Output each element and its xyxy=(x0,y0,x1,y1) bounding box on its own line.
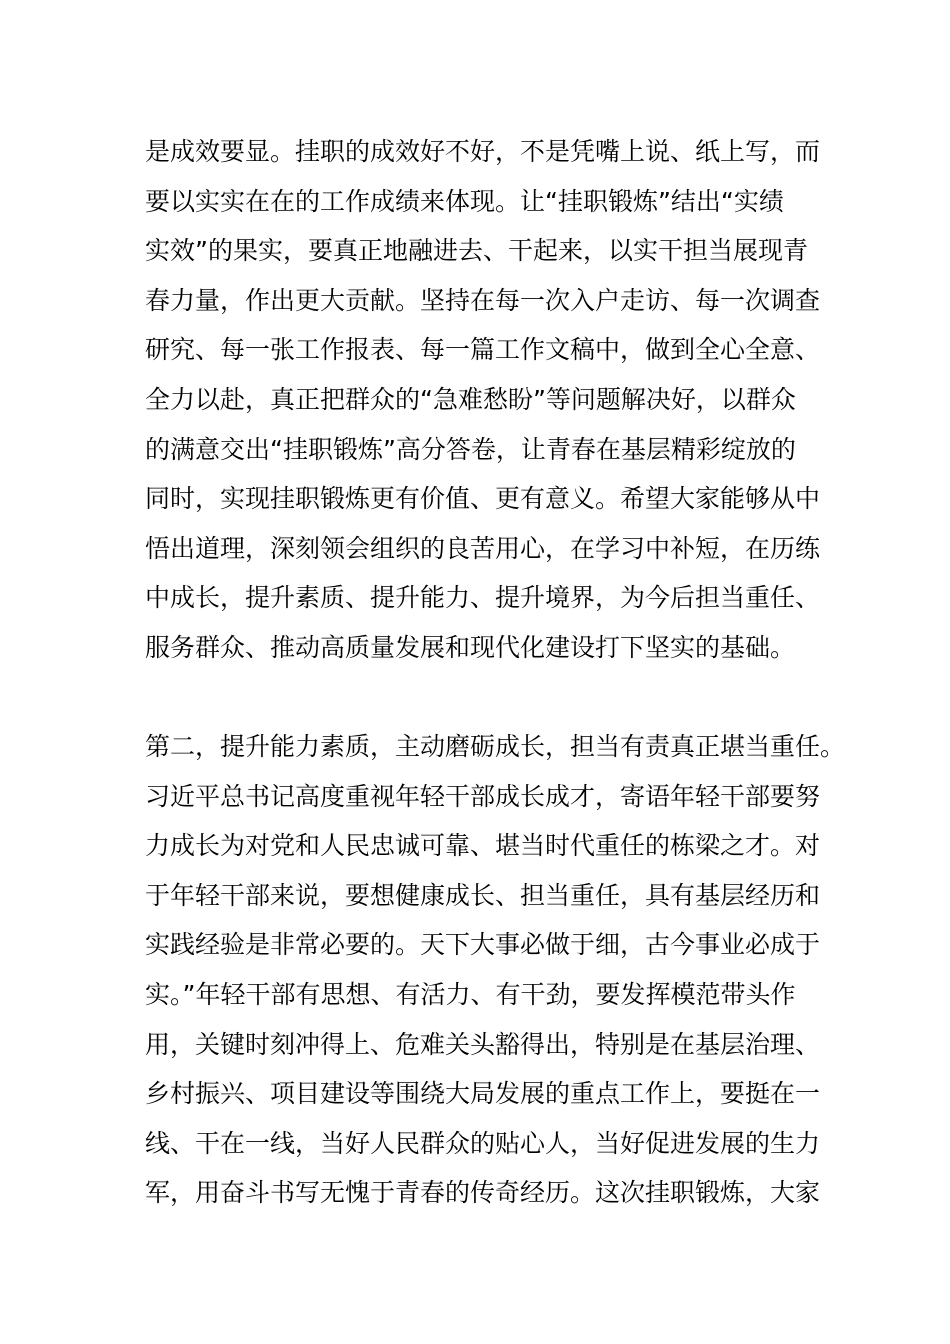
paragraph-line: 用，关键时刻冲得上、危难关头豁得出，特别是在基层治理、 xyxy=(145,1029,821,1059)
paragraph-line: 线、干在一线，当好人民群众的贴心人，当好促进发展的生力 xyxy=(145,1128,821,1158)
paragraph-line: 春力量，作出更大贡献。坚持在每一次入户走访、每一次调查 xyxy=(145,285,821,315)
paragraph-line: 乡村振兴、项目建设等围绕大局发展的重点工作上，要挺在一 xyxy=(145,1079,821,1109)
paragraph-line: 研究、每一张工作报表、每一篇工作文稿中，做到全心全意、 xyxy=(145,335,821,365)
paragraph-line: 实效”的果实，要真正地融进去、干起来，以实干担当展现青 xyxy=(145,236,808,266)
paragraph-1 xyxy=(145,127,845,673)
paragraph-line: 的满意交出“挂职锻炼”高分答卷，让青春在基层精彩绽放的 xyxy=(145,434,796,464)
paragraph-line: 悟出道理，深刻领会组织的良苦用心，在学习中补短，在历练 xyxy=(145,533,821,563)
paragraph-line: 同时，实现挂职锻炼更有价值、更有意义。希望大家能够从中 xyxy=(145,484,821,514)
paragraph-line: 是成效要显。挂职的成效好不好，不是凭嘴上说、纸上写，而 xyxy=(145,137,821,166)
paragraph-line: 军，用奋斗书写无愧于青春的传奇经历。这次挂职锻炼，大家 xyxy=(145,1178,821,1208)
paragraph-line: 中成长，提升素质、提升能力、提升境界，为今后担当重任、 xyxy=(145,583,821,613)
paragraph-line: 要以实实在在的工作成绩来体现。让“挂职锻炼”结出“实绩 xyxy=(145,186,784,216)
paragraph-line: 第二，提升能力素质，主动磨砺成长，担当有责真正堪当重任。 xyxy=(145,732,846,761)
paragraph-line: 实。”年轻干部有思想、有活力、有干劲，要发挥模范带头作 xyxy=(145,979,796,1009)
paragraph-line: 实践经验是非常必要的。天下大事必做于细，古今事业必成于 xyxy=(145,930,821,960)
paragraph-line: 力成长为对党和人民忠诚可靠、堪当时代重任的栋梁之才。对 xyxy=(145,831,821,861)
paragraph-line: 全力以赴，真正把群众的“急难愁盼”等问题解决好，以群众 xyxy=(145,384,796,414)
paragraph-2 xyxy=(145,722,845,1218)
paragraph-line: 服务群众、推动高质量发展和现代化建设打下坚实的基础。 xyxy=(145,632,796,662)
paragraph-line: 习近平总书记高度重视年轻干部成长成才，寄语年轻干部要努 xyxy=(145,781,821,811)
paragraph-line: 于年轻干部来说，要想健康成长、担当重任，具有基层经历和 xyxy=(145,880,821,910)
